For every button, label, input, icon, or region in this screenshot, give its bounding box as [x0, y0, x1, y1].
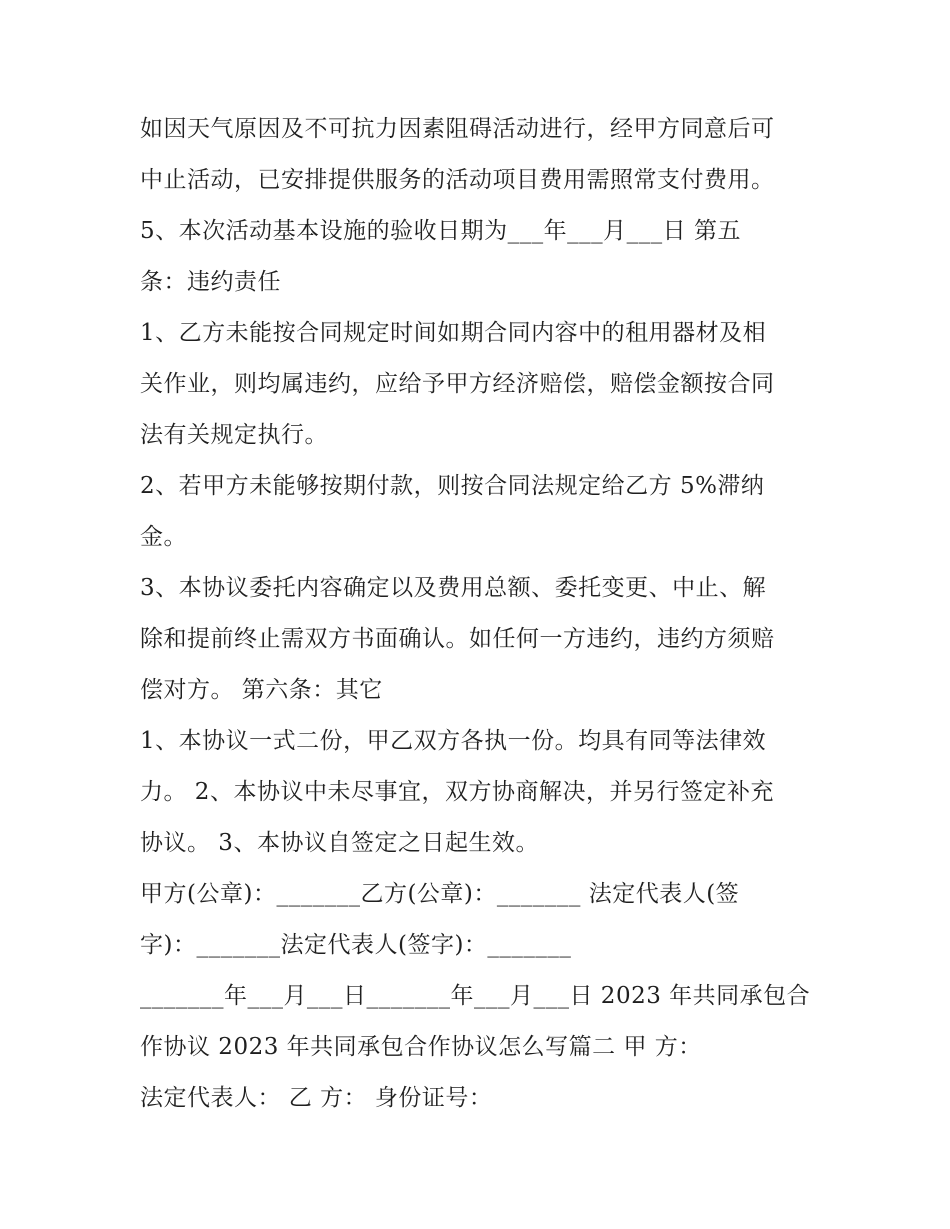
text-line: 中止活动，已安排提供服务的活动项目费用需照常支付费用。: [140, 167, 775, 193]
text-line: 甲方(公章)：_______乙方(公章)：_______ 法定代表人(签: [140, 881, 740, 907]
text-line: 金。: [140, 524, 187, 550]
text-line: 偿对方。 第六条：其它: [140, 677, 383, 703]
text-line: 关作业，则均属违约，应给予甲方经济赔偿，赔偿金额按合同: [140, 371, 775, 397]
text-line: 字)：_______法定代表人(签字)：_______: [140, 932, 572, 958]
text-line: 1、乙方未能按合同规定时间如期合同内容中的租用器材及相: [140, 320, 767, 346]
text-line: _______年___月___日_______年___月___日 2023 年共同承包合: [140, 983, 811, 1009]
text-line: 如因天气原因及不可抗力因素阻碍活动进行，经甲方同意后可: [140, 116, 775, 142]
contract-text: [140, 104, 820, 1124]
text-line: 协议。 3、本协议自签定之日起生效。: [140, 830, 539, 856]
text-line: 法有关规定执行。: [140, 422, 328, 448]
text-line: 作协议 2023 年共同承包合作协议怎么写篇二 甲 方：: [140, 1034, 702, 1060]
text-line: 除和提前终止需双方书面确认。如任何一方违约，违约方须赔: [140, 626, 775, 652]
text-line: 力。 2、本协议中未尽事宜，双方协商解决，并另行签定补充: [140, 779, 774, 805]
text-line: 法定代表人： 乙 方： 身份证号：: [140, 1085, 493, 1111]
text-line: 5、本次活动基本设施的验收日期为___年___月___日 第五: [140, 218, 741, 244]
text-line: 1、本协议一式二份，甲乙双方各执一份。均具有同等法律效: [140, 728, 767, 754]
text-line: 条：违约责任: [140, 269, 281, 295]
text-line: 3、本协议委托内容确定以及费用总额、委托变更、中止、解: [140, 575, 767, 601]
text-line: 2、若甲方未能够按期付款，则按合同法规定给乙方 5%滞纳: [140, 473, 765, 499]
